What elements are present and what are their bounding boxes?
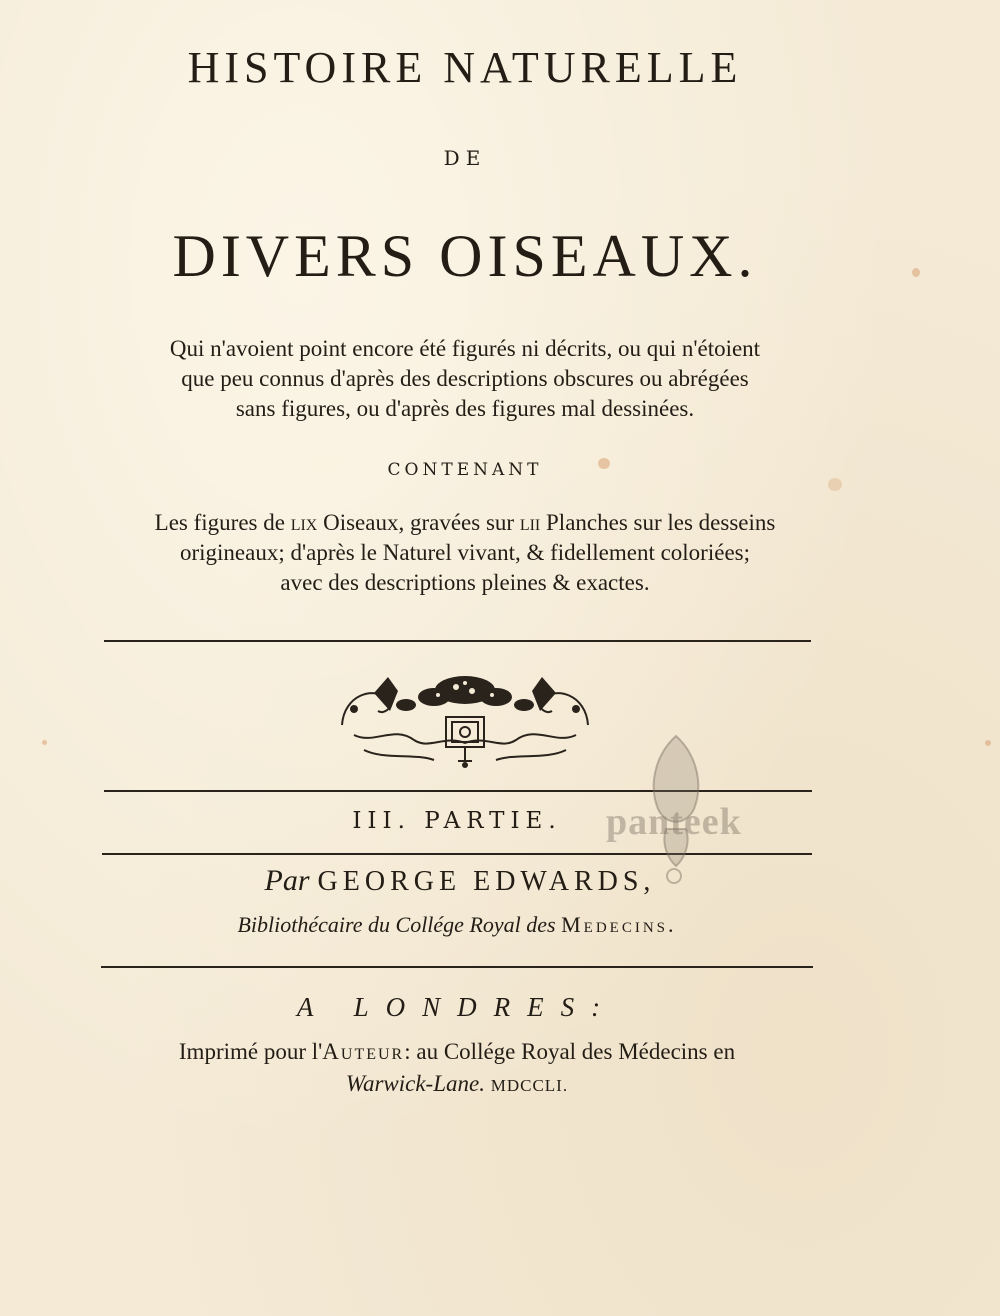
- description-line: sans figures, ou d'après des figures mal dessinées.: [235, 396, 695, 421]
- contents-line: avec des descriptions pleines & exactes.: [280, 570, 650, 595]
- contents-line: origineaux; d'après le Naturel vivant, & fidellement coloriées;: [179, 540, 750, 565]
- foxing-spot: [828, 478, 842, 491]
- book-title-line-3: DIVERS OISEAUX.: [172, 223, 758, 289]
- description-line: Qui n'avoient point encore été figurés ni décrits, ou qui n'étoient: [169, 336, 761, 361]
- horizontal-rule: [104, 640, 811, 642]
- foxing-spot: [912, 268, 920, 277]
- imprint-text: [0, 1036, 957, 1102]
- imprint-line: Imprimé pour l'Auteur: au Collége Royal des Médecins en: [178, 1039, 736, 1064]
- book-title-line-1: HISTOIRE NATURELLE: [187, 43, 743, 92]
- description-line: que peu connus d'après des descriptions obscures ou abrégées: [181, 366, 749, 391]
- imprint-line: Warwick-Lane. MDCCLI.: [345, 1071, 569, 1096]
- part-number: III. PARTIE.: [352, 808, 562, 834]
- author-title: Bibliothécaire du Collége Royal des Medecins.: [237, 912, 677, 937]
- watermark-text: panteek: [606, 801, 742, 843]
- author-line: Par GEORGE EDWARDS,: [264, 864, 656, 897]
- foxing-spot: [598, 458, 610, 469]
- foxing-spot: [985, 740, 991, 746]
- contents-line: Les figures de lix Oiseaux, gravées sur lii Planches sur les desseins: [154, 510, 776, 535]
- contenant-heading: CONTENANT: [387, 460, 543, 480]
- engraved-ornament-vignette: [334, 665, 596, 770]
- subtitle-description: [0, 334, 965, 424]
- horizontal-rule: [101, 966, 813, 968]
- imprint-city: A LONDRES:: [296, 992, 618, 1022]
- foxing-spot: [42, 740, 47, 745]
- book-title-line-2: DE: [443, 146, 487, 170]
- contents-description: [0, 508, 965, 598]
